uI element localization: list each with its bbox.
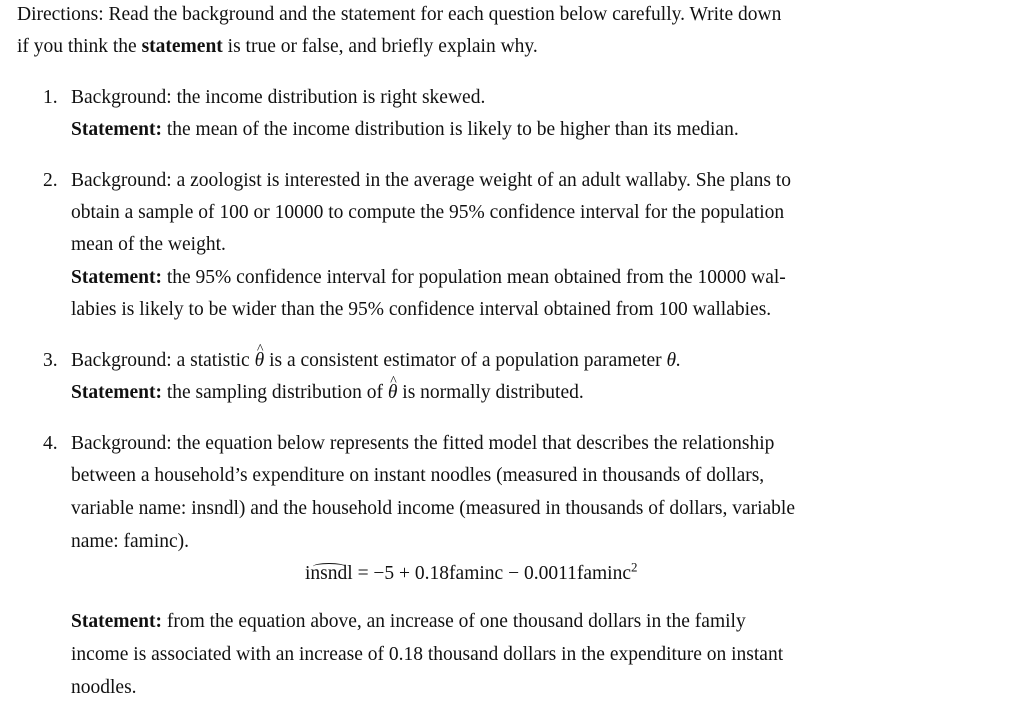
q2-statement-line-2: labies is likely to be wider than the 95% confidence interval obtained from 100 wallabies. [71, 299, 772, 320]
theta-symbol: θ. [666, 350, 681, 371]
equation-lhs: insndl [305, 563, 353, 584]
q3-number: 3. [43, 350, 58, 371]
q1-number: 1. [43, 87, 58, 108]
equation-rhs: = −5 + 0.18faminc − 0.0011faminc [357, 563, 631, 584]
q4-background-line-4: name: faminc). [71, 531, 190, 552]
q4-background-line-3: variable name: insndl) and the household income (measured in thousands of dollars, variable [71, 498, 796, 519]
q4-background-line-2: between a household’s expenditure on instant noodles (measured in thousands of dollars, [71, 465, 765, 486]
theta-hat-symbol: ^ θ [388, 381, 398, 405]
directions-line-2: if you think the statement is true or false, and briefly explain why. [17, 36, 538, 57]
q4-background-line-1: Background: the equation below represents the fitted model that describes the relationship [71, 433, 775, 454]
q4-statement-line-2: income is associated with an increase of 0.18 thousand dollars in the expenditure on instant [71, 644, 784, 665]
q2-background-line-3: mean of the weight. [71, 234, 226, 255]
q3-background: Background: a statistic ^ θ is a consistent estimator of a population parameter θ. [71, 349, 681, 373]
directions-statement-emphasis: statement [141, 36, 223, 57]
equation-exponent: 2 [630, 559, 638, 575]
q4-statement-line-1: Statement: from the equation above, an increase of one thousand dollars in the family [71, 611, 746, 632]
q4-statement-line-3: noodles. [71, 677, 137, 698]
q2-background-line-1: Background: a zoologist is interested in the average weight of an adult wallaby. She plans to [71, 170, 792, 191]
q2-number: 2. [43, 170, 58, 191]
q2-background-line-2: obtain a sample of 100 or 10000 to compute the 95% confidence interval for the population [71, 202, 785, 223]
theta-hat-symbol: ^ θ [255, 349, 265, 373]
q1-statement: Statement: the mean of the income distribution is likely to be higher than its median. [71, 119, 739, 140]
fitted-model-equation [305, 559, 638, 586]
directions-line-1: Directions: Read the background and the statement for each question below carefully. Write down [17, 4, 782, 25]
q2-statement-line-1: Statement: the 95% confidence interval for population mean obtained from the 10000 wal- [71, 267, 786, 288]
q3-statement: Statement: the sampling distribution of ^ θ is normally distributed. [71, 381, 584, 405]
q1-background: Background: the income distribution is right skewed. [71, 87, 486, 108]
q4-number: 4. [43, 433, 58, 454]
